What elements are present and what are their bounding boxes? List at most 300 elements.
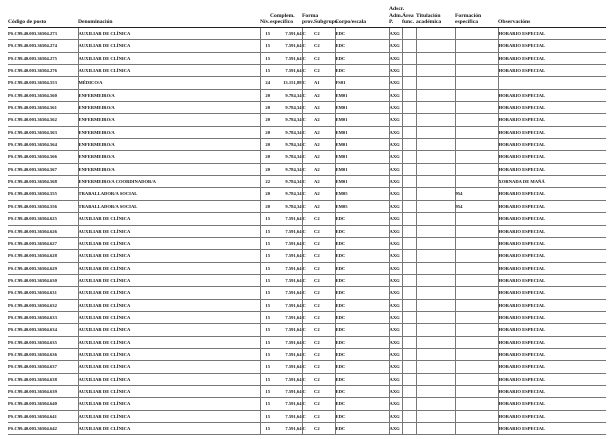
header-observacions: Observacións [498, 6, 606, 28]
adscricion-cell: AXG [389, 336, 402, 348]
observacions-cell: HORARIO ESPECIAL [498, 299, 606, 311]
codigo-cell: PS.C99.40.003.36504.634 [8, 324, 78, 336]
denominacion-cell: AUXILIAR DE CLÍNICA [78, 398, 260, 410]
formacion-cell [455, 126, 498, 138]
titulacion-cell [416, 77, 455, 89]
subgrupo-cell: C2 [314, 287, 335, 299]
subgrupo-cell: A2 [314, 139, 335, 151]
table-row [8, 77, 606, 89]
adscricion-cell: AXG [389, 188, 402, 200]
formacion-cell [455, 28, 498, 40]
nivel-cell: 24 [260, 77, 270, 89]
observacions-cell: HORARIO ESPECIAL [498, 40, 606, 52]
adscricion-cell: AXG [389, 237, 402, 249]
nivel-cell: 20 [260, 126, 270, 138]
forma-cell: C [302, 250, 314, 262]
corpo-cell: EM01 [335, 151, 389, 163]
forma-cell: C [302, 114, 314, 126]
area-cell [402, 200, 416, 212]
formacion-cell [455, 410, 498, 422]
adscricion-cell: AXG [389, 348, 402, 360]
forma-cell: C [302, 410, 314, 422]
denominacion-cell: AUXILIAR DE CLÍNICA [78, 311, 260, 323]
denominacion-cell: AUXILIAR DE CLÍNICA [78, 40, 260, 52]
adscricion-cell: AXG [389, 200, 402, 212]
denominacion-cell: MÉDICO/A [78, 77, 260, 89]
titulacion-cell [416, 213, 455, 225]
complemento-cell: 7.591,64 [270, 28, 302, 40]
area-cell [402, 176, 416, 188]
codigo-cell: PS.C99.40.003.36504.629 [8, 262, 78, 274]
formacion-cell [455, 311, 498, 323]
adscricion-cell: AXG [389, 324, 402, 336]
subgrupo-cell: C2 [314, 225, 335, 237]
area-cell [402, 398, 416, 410]
codigo-cell: PS.C99.40.003.36504.562 [8, 114, 78, 126]
formacion-cell [455, 361, 498, 373]
denominacion-cell: ENFERMEIRO/A [78, 126, 260, 138]
codigo-cell: PS.C99.40.003.36504.567 [8, 163, 78, 175]
titulacion-cell [416, 225, 455, 237]
adscricion-cell: AXG [389, 126, 402, 138]
adscricion-cell: AXG [389, 398, 402, 410]
denominacion-cell: AUXILIAR DE CLÍNICA [78, 213, 260, 225]
subgrupo-cell: C2 [314, 324, 335, 336]
area-cell [402, 385, 416, 397]
corpo-cell: EDC [335, 348, 389, 360]
nivel-cell: 15 [260, 324, 270, 336]
table-row [8, 102, 606, 114]
subgrupo-cell: C2 [314, 348, 335, 360]
nivel-cell: 15 [260, 40, 270, 52]
titulacion-cell [416, 52, 455, 64]
observacions-cell: HORARIO ESPECIAL [498, 102, 606, 114]
corpo-cell: EDC [335, 373, 389, 385]
complemento-cell: 9.784,34 [270, 114, 302, 126]
observacions-cell: HORARIO ESPECIAL [498, 373, 606, 385]
forma-cell: C [302, 40, 314, 52]
complemento-cell: 7.591,64 [270, 324, 302, 336]
titulacion-cell [416, 287, 455, 299]
titulacion-cell [416, 176, 455, 188]
table-row [8, 311, 606, 323]
nivel-cell: 15 [260, 213, 270, 225]
corpo-cell: EM01 [335, 176, 389, 188]
forma-cell: C [302, 237, 314, 249]
denominacion-cell: ENFERMEIRO/A [78, 151, 260, 163]
codigo-cell: PS.C99.40.003.36504.642 [8, 423, 78, 435]
titulacion-cell [416, 274, 455, 286]
nivel-cell: 15 [260, 410, 270, 422]
titulacion-cell [416, 385, 455, 397]
adscricion-cell: AXG [389, 40, 402, 52]
area-cell [402, 89, 416, 101]
area-cell [402, 65, 416, 77]
complemento-cell: 7.591,64 [270, 237, 302, 249]
codigo-cell: PS.C99.40.003.36504.566 [8, 151, 78, 163]
nivel-cell: 20 [260, 200, 270, 212]
subgrupo-cell: A2 [314, 126, 335, 138]
denominacion-cell: ENFERMEIRO/A [78, 114, 260, 126]
subgrupo-cell: C2 [314, 213, 335, 225]
area-cell [402, 423, 416, 435]
observacions-cell: HORARIO ESPECIAL [498, 126, 606, 138]
corpo-cell: EM01 [335, 139, 389, 151]
formacion-cell: 954 [455, 200, 498, 212]
codigo-cell: PS.C99.40.003.36504.637 [8, 361, 78, 373]
adscricion-cell: AXG [389, 163, 402, 175]
area-cell [402, 287, 416, 299]
forma-cell: C [302, 52, 314, 64]
observacions-cell: HORARIO ESPECIAL [498, 65, 606, 77]
nivel-cell: 20 [260, 114, 270, 126]
codigo-cell: PS.C99.40.003.36504.273 [8, 28, 78, 40]
subgrupo-cell: C2 [314, 274, 335, 286]
codigo-cell: PS.C99.40.003.36504.274 [8, 40, 78, 52]
adscricion-cell: AXG [389, 114, 402, 126]
complemento-cell: 7.591,64 [270, 348, 302, 360]
complemento-cell: 7.591,64 [270, 250, 302, 262]
observacions-cell: XORNADA DE MAÑÁ [498, 176, 606, 188]
complemento-cell: 9.784,34 [270, 126, 302, 138]
adscricion-cell: AXG [389, 287, 402, 299]
codigo-cell: PS.C99.40.003.36504.638 [8, 373, 78, 385]
corpo-cell: EDC [335, 225, 389, 237]
header-nivel: Nív. [260, 6, 270, 28]
corpo-cell: EDC [335, 262, 389, 274]
formacion-cell [455, 225, 498, 237]
denominacion-cell: ENFERMEIRO/A COORDINADOR/A [78, 176, 260, 188]
complemento-cell: 7.591,64 [270, 287, 302, 299]
forma-cell: C [302, 423, 314, 435]
table-row [8, 398, 606, 410]
denominacion-cell: AUXILIAR DE CLÍNICA [78, 274, 260, 286]
corpo-cell: EM01 [335, 126, 389, 138]
nivel-cell: 20 [260, 89, 270, 101]
nivel-cell: 15 [260, 361, 270, 373]
adscricion-cell: AXG [389, 361, 402, 373]
adscricion-cell: AXG [389, 77, 402, 89]
header-forma: Forma prov. [302, 6, 314, 28]
area-cell [402, 361, 416, 373]
corpo-cell: EM01 [335, 163, 389, 175]
complemento-cell: 9.784,34 [270, 102, 302, 114]
titulacion-cell [416, 299, 455, 311]
subgrupo-cell: C2 [314, 299, 335, 311]
codigo-cell: PS.C99.40.003.36504.560 [8, 89, 78, 101]
formacion-cell [455, 65, 498, 77]
titulacion-cell [416, 151, 455, 163]
codigo-cell: PS.C99.40.003.36504.553 [8, 77, 78, 89]
table-row [8, 361, 606, 373]
table-row [8, 324, 606, 336]
area-cell [402, 336, 416, 348]
header-subgrupo: Subgrupo [314, 6, 335, 28]
forma-cell: C [302, 89, 314, 101]
forma-cell: C [302, 398, 314, 410]
codigo-cell: PS.C99.40.003.36504.564 [8, 139, 78, 151]
adscricion-cell: AXG [389, 225, 402, 237]
codigo-cell: PS.C99.40.003.36504.568 [8, 176, 78, 188]
adscricion-cell: AXG [389, 52, 402, 64]
complemento-cell: 7.591,64 [270, 423, 302, 435]
titulacion-cell [416, 200, 455, 212]
table-row [8, 176, 606, 188]
denominacion-cell: AUXILIAR DE CLÍNICA [78, 373, 260, 385]
corpo-cell: EDC [335, 410, 389, 422]
table-row [8, 385, 606, 397]
formacion-cell [455, 336, 498, 348]
nivel-cell: 20 [260, 102, 270, 114]
table-row [8, 114, 606, 126]
formacion-cell [455, 163, 498, 175]
area-cell [402, 188, 416, 200]
forma-cell: C [302, 139, 314, 151]
titulacion-cell [416, 114, 455, 126]
area-cell [402, 348, 416, 360]
denominacion-cell: AUXILIAR DE CLÍNICA [78, 348, 260, 360]
subgrupo-cell: A2 [314, 89, 335, 101]
table-row [8, 151, 606, 163]
area-cell [402, 139, 416, 151]
observacions-cell: HORARIO ESPECIAL [498, 398, 606, 410]
formacion-cell [455, 385, 498, 397]
corpo-cell: EM05 [335, 188, 389, 200]
observacions-cell: HORARIO ESPECIAL [498, 423, 606, 435]
corpo-cell: EDC [335, 28, 389, 40]
codigo-cell: PS.C99.40.003.36504.561 [8, 102, 78, 114]
forma-cell: C [302, 28, 314, 40]
forma-cell: C [302, 287, 314, 299]
adscricion-cell: AXG [389, 311, 402, 323]
observacions-cell: HORARIO ESPECIAL [498, 348, 606, 360]
forma-cell: C [302, 225, 314, 237]
table-row [8, 126, 606, 138]
titulacion-cell [416, 262, 455, 274]
table-row [8, 188, 606, 200]
complemento-cell: 9.784,34 [270, 163, 302, 175]
formacion-cell [455, 213, 498, 225]
area-cell [402, 410, 416, 422]
titulacion-cell [416, 398, 455, 410]
codigo-cell: PS.C99.40.003.36504.640 [8, 398, 78, 410]
corpo-cell: EDC [335, 274, 389, 286]
table-row [8, 40, 606, 52]
subgrupo-cell: C2 [314, 262, 335, 274]
complemento-cell: 7.591,64 [270, 385, 302, 397]
complemento-cell: 7.591,64 [270, 274, 302, 286]
denominacion-cell: TRABALLADOR/A SOCIAL [78, 188, 260, 200]
denominacion-cell: AUXILIAR DE CLÍNICA [78, 287, 260, 299]
nivel-cell: 15 [260, 299, 270, 311]
adscricion-cell: AXG [389, 274, 402, 286]
denominacion-cell: ENFERMEIRO/A [78, 139, 260, 151]
formacion-cell [455, 176, 498, 188]
codigo-cell: PS.C99.40.003.36504.639 [8, 385, 78, 397]
table-row [8, 225, 606, 237]
formacion-cell [455, 373, 498, 385]
table-row [8, 28, 606, 40]
observacions-cell: HORARIO ESPECIAL [498, 274, 606, 286]
formacion-cell [455, 348, 498, 360]
area-cell [402, 213, 416, 225]
observacions-cell: HORARIO ESPECIAL [498, 410, 606, 422]
complemento-cell: 9.784,34 [270, 89, 302, 101]
nivel-cell: 15 [260, 28, 270, 40]
forma-cell: C [302, 324, 314, 336]
table-row [8, 336, 606, 348]
observacions-cell [498, 77, 606, 89]
forma-cell: C [302, 188, 314, 200]
formacion-cell [455, 139, 498, 151]
table-row [8, 163, 606, 175]
forma-cell: C [302, 361, 314, 373]
header-complemento: Complem. específico [270, 6, 302, 28]
area-cell [402, 237, 416, 249]
formacion-cell [455, 40, 498, 52]
nivel-cell: 15 [260, 398, 270, 410]
denominacion-cell: AUXILIAR DE CLÍNICA [78, 52, 260, 64]
subgrupo-cell: C2 [314, 40, 335, 52]
complemento-cell: 7.591,64 [270, 213, 302, 225]
subgrupo-cell: A2 [314, 163, 335, 175]
nivel-cell: 22 [260, 176, 270, 188]
complemento-cell: 9.784,34 [270, 151, 302, 163]
nivel-cell: 15 [260, 274, 270, 286]
area-cell [402, 151, 416, 163]
table-row [8, 423, 606, 435]
area-cell [402, 250, 416, 262]
subgrupo-cell: A2 [314, 114, 335, 126]
forma-cell: C [302, 348, 314, 360]
area-cell [402, 225, 416, 237]
corpo-cell: EDC [335, 65, 389, 77]
formacion-cell [455, 398, 498, 410]
table-row [8, 373, 606, 385]
formacion-cell [455, 114, 498, 126]
codigo-cell: PS.C99.40.003.36504.636 [8, 348, 78, 360]
adscricion-cell: AXG [389, 139, 402, 151]
corpo-cell: EM01 [335, 102, 389, 114]
titulacion-cell [416, 336, 455, 348]
table-row [8, 274, 606, 286]
complemento-cell: 7.591,64 [270, 361, 302, 373]
header-codigo: Código de posto [8, 6, 78, 28]
forma-cell: C [302, 151, 314, 163]
subgrupo-cell: C2 [314, 423, 335, 435]
subgrupo-cell: C2 [314, 28, 335, 40]
complemento-cell: 7.591,64 [270, 336, 302, 348]
nivel-cell: 15 [260, 262, 270, 274]
corpo-cell: EDC [335, 336, 389, 348]
header-corpo: Corpo/escala [335, 6, 389, 28]
codigo-cell: PS.C99.40.003.36504.556 [8, 200, 78, 212]
nivel-cell: 15 [260, 225, 270, 237]
titulacion-cell [416, 188, 455, 200]
forma-cell: C [302, 200, 314, 212]
adscricion-cell: AXG [389, 151, 402, 163]
nivel-cell: 20 [260, 163, 270, 175]
forma-cell: C [302, 336, 314, 348]
observacions-cell: HORARIO ESPECIAL [498, 200, 606, 212]
complemento-cell: 7.591,64 [270, 311, 302, 323]
adscricion-cell: AXG [389, 410, 402, 422]
codigo-cell: PS.C99.40.003.36504.630 [8, 274, 78, 286]
nivel-cell: 15 [260, 373, 270, 385]
codigo-cell: PS.C99.40.003.36504.275 [8, 52, 78, 64]
adscricion-cell: AXG [389, 176, 402, 188]
forma-cell: C [302, 176, 314, 188]
table-row [8, 250, 606, 262]
header-denominacion: Denominación [78, 6, 260, 28]
corpo-cell: EDC [335, 213, 389, 225]
titulacion-cell [416, 324, 455, 336]
area-cell [402, 126, 416, 138]
observacions-cell: HORARIO ESPECIAL [498, 324, 606, 336]
denominacion-cell: AUXILIAR DE CLÍNICA [78, 65, 260, 77]
adscricion-cell: AXG [389, 299, 402, 311]
forma-cell: C [302, 274, 314, 286]
subgrupo-cell: A2 [314, 200, 335, 212]
codigo-cell: PS.C99.40.003.36504.635 [8, 336, 78, 348]
denominacion-cell: AUXILIAR DE CLÍNICA [78, 324, 260, 336]
titulacion-cell [416, 423, 455, 435]
adscricion-cell: AXG [389, 250, 402, 262]
table-row [8, 65, 606, 77]
header-formacion: Formación específica [455, 6, 498, 28]
nivel-cell: 15 [260, 65, 270, 77]
forma-cell: C [302, 299, 314, 311]
corpo-cell: EDC [335, 237, 389, 249]
table-row [8, 348, 606, 360]
observacions-cell: HORARIO ESPECIAL [498, 336, 606, 348]
area-cell [402, 77, 416, 89]
formacion-cell [455, 287, 498, 299]
titulacion-cell [416, 89, 455, 101]
forma-cell: C [302, 65, 314, 77]
observacions-cell: HORARIO ESPECIAL [498, 225, 606, 237]
denominacion-cell: AUXILIAR DE CLÍNICA [78, 385, 260, 397]
titulacion-cell [416, 250, 455, 262]
codigo-cell: PS.C99.40.003.36504.555 [8, 188, 78, 200]
observacions-cell: HORARIO ESPECIAL [498, 250, 606, 262]
forma-cell: C [302, 385, 314, 397]
subgrupo-cell: C2 [314, 373, 335, 385]
table-row [8, 213, 606, 225]
corpo-cell: EDC [335, 423, 389, 435]
titulacion-cell [416, 361, 455, 373]
corpo-cell: EM01 [335, 89, 389, 101]
header-area: Área func. [402, 6, 416, 28]
adscricion-cell: AXG [389, 385, 402, 397]
corpo-cell: EM01 [335, 114, 389, 126]
forma-cell: C [302, 77, 314, 89]
observacions-cell: HORARIO ESPECIAL [498, 361, 606, 373]
complemento-cell: 9.784,34 [270, 176, 302, 188]
complemento-cell: 13.151,88 [270, 77, 302, 89]
subgrupo-cell: C2 [314, 311, 335, 323]
adscricion-cell: AXG [389, 28, 402, 40]
observacions-cell: HORARIO ESPECIAL [498, 139, 606, 151]
denominacion-cell: AUXILIAR DE CLÍNICA [78, 299, 260, 311]
nivel-cell: 15 [260, 287, 270, 299]
nivel-cell: 15 [260, 336, 270, 348]
denominacion-cell: AUXILIAR DE CLÍNICA [78, 336, 260, 348]
formacion-cell [455, 324, 498, 336]
table-header-row [8, 6, 606, 28]
table-row [8, 299, 606, 311]
observacions-cell: HORARIO ESPECIAL [498, 311, 606, 323]
